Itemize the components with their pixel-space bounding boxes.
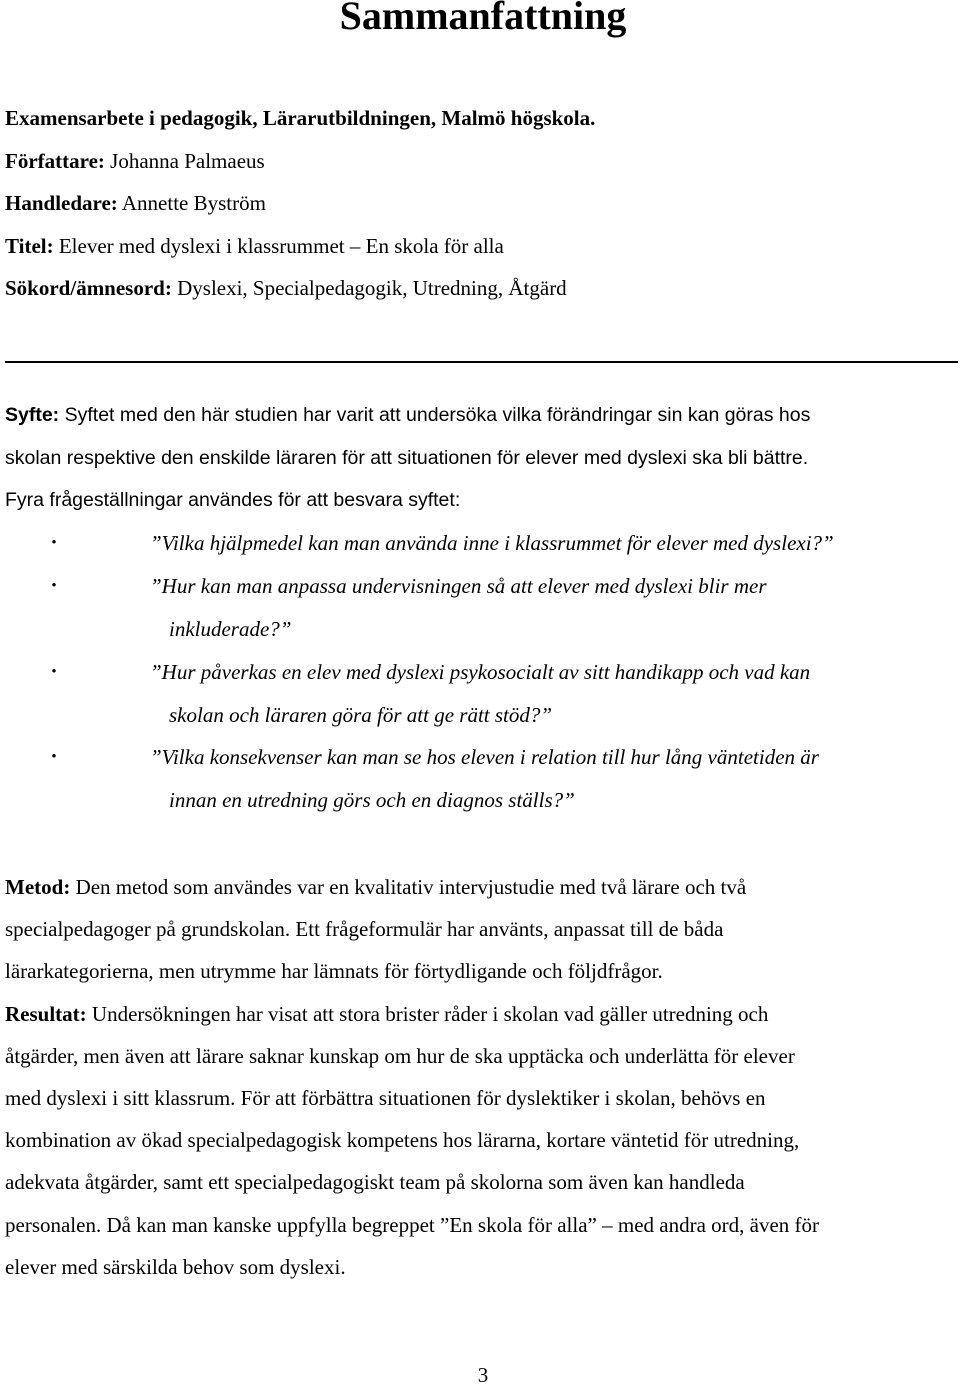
- bullet-icon: •: [51, 749, 57, 766]
- resultat-line-1: [5, 993, 960, 1035]
- question-line: ”Vilka konsekvenser kan man se hos eleven i relation till hur lång väntetiden är: [150, 745, 819, 770]
- list-item: [0, 565, 960, 651]
- page-number: 3: [477, 1363, 489, 1387]
- question-list: [0, 522, 960, 822]
- thesis-title-value: Elever med dyslexi i klassrummet – En skola för alla: [58, 233, 504, 258]
- keywords-label: Sökord/ämnesord:: [5, 276, 172, 301]
- resultat-line-4: kombination av ökad specialpedagogisk kompetens hos lärarna, kortare väntetid för utredning,: [5, 1128, 800, 1153]
- question-line: ”Vilka hjälpmedel kan man använda inne i klassrummet för elever med dyslexi?”: [150, 531, 834, 555]
- resultat-line-5: adekvata åtgärder, samt ett specialpedagogiskt team på skolorna som även kan handleda: [5, 1170, 745, 1195]
- question-line: inkluderade?”: [169, 616, 292, 641]
- thesis-title-line: [5, 225, 955, 268]
- syfte-line-2: skolan respektive den enskilde läraren för att situationen för elever med dyslexi ska bli bättre.: [5, 446, 809, 469]
- supervisor-label: Handledare:: [5, 191, 118, 216]
- author-line: [5, 140, 955, 183]
- list-item: [0, 651, 960, 737]
- author-value: Johanna Palmaeus: [110, 148, 265, 173]
- metod-resultat-section: [5, 866, 960, 1288]
- metod-line-1: [5, 866, 960, 908]
- thesis-title-label: Titel:: [5, 233, 54, 258]
- question-line: skolan och läraren göra för att ge rätt stöd?”: [169, 702, 553, 727]
- metadata-block: [5, 97, 955, 310]
- bullet-icon: •: [51, 663, 57, 680]
- supervisor-line: [5, 182, 955, 225]
- supervisor-value: Annette Byström: [121, 191, 266, 216]
- question-line: ”Hur påverkas en elev med dyslexi psykosocialt av sitt handikapp och vad kan: [150, 659, 811, 684]
- metod-label: Metod:: [5, 875, 71, 899]
- list-item: [0, 736, 960, 822]
- keywords-value: Dyslexi, Specialpedagogik, Utredning, Åtgärd: [177, 276, 567, 301]
- bullet-icon: •: [51, 535, 57, 551]
- exam-line: Examensarbete i pedagogik, Lärarutbildningen, Malmö högskola.: [5, 106, 596, 130]
- metod-line-2: specialpedagoger på grundskolan. Ett frågeformulär har använts, anpassat till de båda: [5, 917, 724, 942]
- resultat-label: Resultat:: [5, 1001, 87, 1026]
- syfte-text-1: Syftet med den här studien har varit att undersöka vilka förändringar sin kan göras hos: [64, 404, 811, 426]
- page-title: Sammanfattning: [339, 0, 627, 38]
- syfte-label: Syfte:: [5, 404, 60, 426]
- question-line: ”Hur kan man anpassa undervisningen så att elever med dyslexi blir mer: [150, 573, 767, 598]
- keywords-line: [5, 267, 955, 310]
- syfte-section: [5, 394, 955, 522]
- horizontal-divider: [5, 361, 958, 363]
- resultat-line-7: elever med särskilda behov som dyslexi.: [5, 1254, 346, 1279]
- author-label: Författare:: [5, 148, 105, 173]
- metod-text-1: Den metod som användes var en kvalitativ intervjustudie med två lärare och två: [75, 875, 747, 899]
- metod-line-3: lärarkategorierna, men utrymme har lämnats för förtydligande och följdfrågor.: [5, 959, 663, 984]
- resultat-line-6: personalen. Då kan man kanske uppfylla begreppet ”En skola för alla” – med andra ord, även för: [5, 1212, 820, 1237]
- bullet-icon: •: [51, 577, 57, 594]
- syfte-line-3: Fyra frågeställningar användes för att besvara syftet:: [5, 489, 461, 511]
- resultat-line-2: åtgärder, men även att lärare saknar kunskap om hur de ska upptäcka och underlätta för elever: [5, 1043, 795, 1068]
- question-line: innan en utredning görs och en diagnos ställs?”: [169, 788, 575, 813]
- syfte-line-1: [5, 394, 955, 437]
- list-item: [0, 522, 960, 565]
- resultat-line-3: med dyslexi i sitt klassrum. För att förbättra situationen för dyslektiker i skolan, behövs en: [5, 1085, 766, 1110]
- resultat-text-1: Undersökningen har visat att stora brister råder i skolan vad gäller utredning och: [91, 1001, 769, 1026]
